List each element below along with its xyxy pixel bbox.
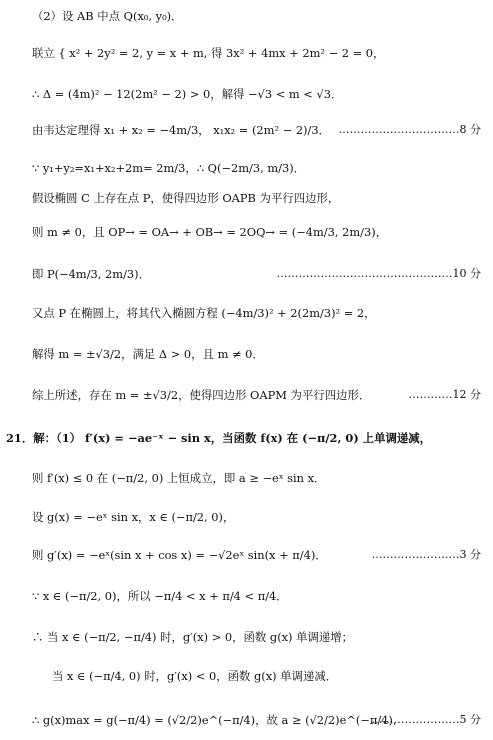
text-q21-derivative: 21．解：（1） f′(x) = −ae⁻ˣ − sin x，当函数 f(x) 在 (−π/2, 0) 上单调递减， — [6, 431, 432, 445]
text-maximum: ∴ g(x)max = g(−π/4) = (√2/2)e^(−π/4)，故 a ≥ (√2/2)e^(−π/4)． — [32, 713, 405, 727]
text-discriminant: ∴ Δ = (4m)² − 12(2m² − 2) > 0，解得 −√3 < m < √3． — [32, 87, 343, 101]
text-point-p: 即 P(−4m/3, 2m/3)． — [32, 267, 151, 281]
text-assume-p: 假设椭圆 C 上存在点 P，使得四边形 OAPB 为平行四边形， — [32, 191, 340, 205]
text-vieta: 由韦达定理得 x₁ + x₂ = −4m/3， x₁x₂ = (2m² − 2)/3． — [32, 123, 330, 137]
text-system-of-equations: 联立 { x² + 2y² = 2, y = x + m, 得 3x² + 4mx + 2m² − 2 = 0， — [32, 46, 385, 60]
text-substitute-ellipse: 又点 P 在椭圆上，将其代入椭圆方程 (−4m/3)² + 2(2m/3)² = 2， — [32, 306, 376, 320]
text-midpoint-q: ∵ y₁+y₂=x₁+x₂+2m= 2m/3，∴ Q(−2m/3, m/3)． — [32, 161, 306, 175]
text-q2-midpoint: （2）设 AB 中点 Q(x₀, y₀)． — [32, 9, 183, 23]
text-g-derivative: 则 g′(x) = −eˣ(sin x + cos x) = −√2eˣ sin(x + π/4)． — [32, 548, 327, 562]
score-8: ……………………………8 分 — [338, 123, 481, 136]
text-conclusion: 综上所述，存在 m = ±√3/2，使得四边形 OAPM 为平行四边形． — [32, 388, 371, 402]
text-increasing: ∴ 当 x ∈ (−π/2, −π/4) 时，g′(x) > 0，函数 g(x) 单调递增； — [32, 630, 354, 644]
score-3: ……………………3 分 — [371, 548, 481, 561]
score-10: …………………………………………10 分 — [276, 267, 481, 280]
score-12: …………12 分 — [408, 388, 481, 401]
text-define-g: 设 g(x) = −eˣ sin x，x ∈ (−π/2, 0)， — [32, 510, 235, 524]
text-decreasing: 当 x ∈ (−π/4, 0) 时，g′(x) < 0，函数 g(x) 单调递减． — [52, 669, 338, 683]
score-5: ……………………5 分 — [371, 713, 481, 726]
text-inequality: 则 f′(x) ≤ 0 在 (−π/2, 0) 上恒成立，即 a ≥ −eˣ sin x． — [32, 471, 326, 485]
text-solve-m: 解得 m = ±√3/2，满足 Δ > 0，且 m ≠ 0． — [32, 347, 264, 361]
text-vector-op: 则 m ≠ 0，且 OP→ = OA→ + OB→ = 2OQ→ = (−4m/3, 2m/3)， — [32, 225, 388, 239]
text-x-range: ∵ x ∈ (−π/2, 0)，所以 −π/4 < x + π/4 < π/4． — [32, 589, 288, 603]
